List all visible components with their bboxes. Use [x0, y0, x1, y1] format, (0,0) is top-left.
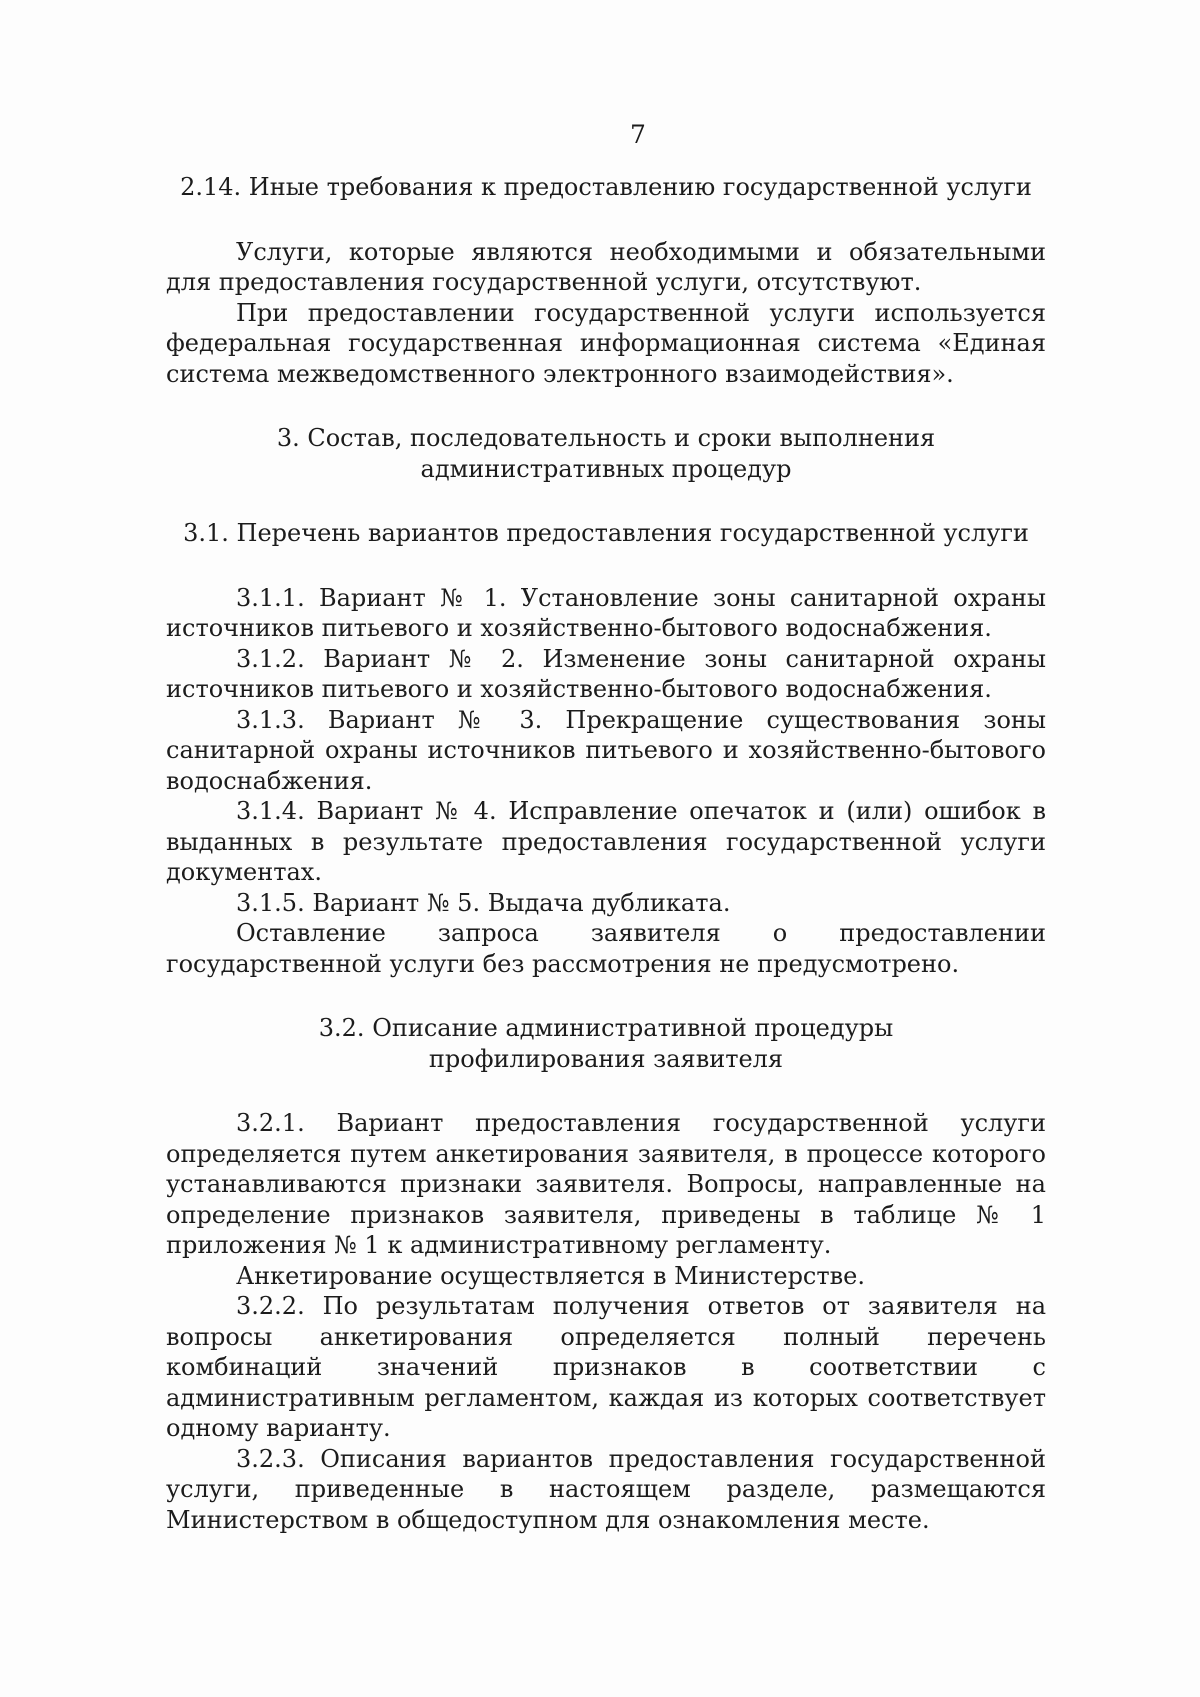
- paragraph-3-1-note: Оставление запроса заявителя о предоставлении государственной услуги без рассмотрения не предусмотрено.: [166, 919, 1046, 978]
- heading-3-line2: административных процедур: [420, 454, 792, 483]
- paragraph-2-14-2: При предоставлении государственной услуги используется федеральная государственная информационная система «Единая система межведомственного электронного взаимодействия».: [166, 298, 1046, 388]
- heading-3-2-line2: профилирования заявителя: [428, 1044, 784, 1073]
- page-number: 7: [630, 120, 646, 149]
- paragraph-3-2-1-b: Анкетирование осуществляется в Министерстве.: [236, 1261, 865, 1290]
- paragraph-3-1-5: 3.1.5. Вариант № 5. Выдача дубликата.: [236, 888, 731, 917]
- document-body: [166, 172, 1046, 1535]
- paragraph-3-2-3: 3.2.3. Описания вариантов предоставления государственной услуги, приведенные в настоящем разделе, размещаются Министерством в общедоступном для ознакомления месте.: [166, 1444, 1046, 1534]
- paragraph-3-2-2: 3.2.2. По результатам получения ответов от заявителя на вопросы анкетирования определяется полный перечень комбинаций значений признаков в соответствии с административным регламентом, каждая из которых соответствует одному варианту.: [166, 1292, 1046, 1442]
- paragraph-3-2-1: 3.2.1. Вариант предоставления государственной услуги определяется путем анкетирования заявителя, в процессе которого устанавливаются признаки заявителя. Вопросы, направленные на определение признаков заявителя, приведены в таблице № 1 приложения № 1 к административному регламенту.: [166, 1109, 1046, 1259]
- heading-3-line1: 3. Состав, последовательность и сроки выполнения: [276, 424, 936, 452]
- heading-2-14: 2.14. Иные требования к предоставлению государственной услуги: [180, 173, 1032, 201]
- paragraph-3-1-4: 3.1.4. Вариант № 4. Исправление опечаток и (или) ошибок в выданных в результате предоставления государственной услуги документах.: [166, 797, 1046, 886]
- heading-3-2-line1: 3.2. Описание административной процедуры: [318, 1014, 894, 1042]
- paragraph-3-1-3: 3.1.3. Вариант № 3. Прекращение существования зоны санитарной охраны источников питьевого и хозяйственно-бытового водоснабжения.: [166, 705, 1046, 795]
- heading-3-1: 3.1. Перечень вариантов предоставления государственной услуги: [183, 519, 1029, 547]
- paragraph-2-14-1: Услуги, которые являются необходимыми и обязательными для предоставления государственной услуги, отсутствуют.: [166, 237, 1046, 296]
- paragraph-3-1-2: 3.1.2. Вариант № 2. Изменение зоны санитарной охраны источников питьевого и хозяйственно-бытового водоснабжения.: [166, 644, 1046, 703]
- paragraph-3-1-1: 3.1.1. Вариант № 1. Установление зоны санитарной охраны источников питьевого и хозяйственно-бытового водоснабжения.: [166, 583, 1046, 642]
